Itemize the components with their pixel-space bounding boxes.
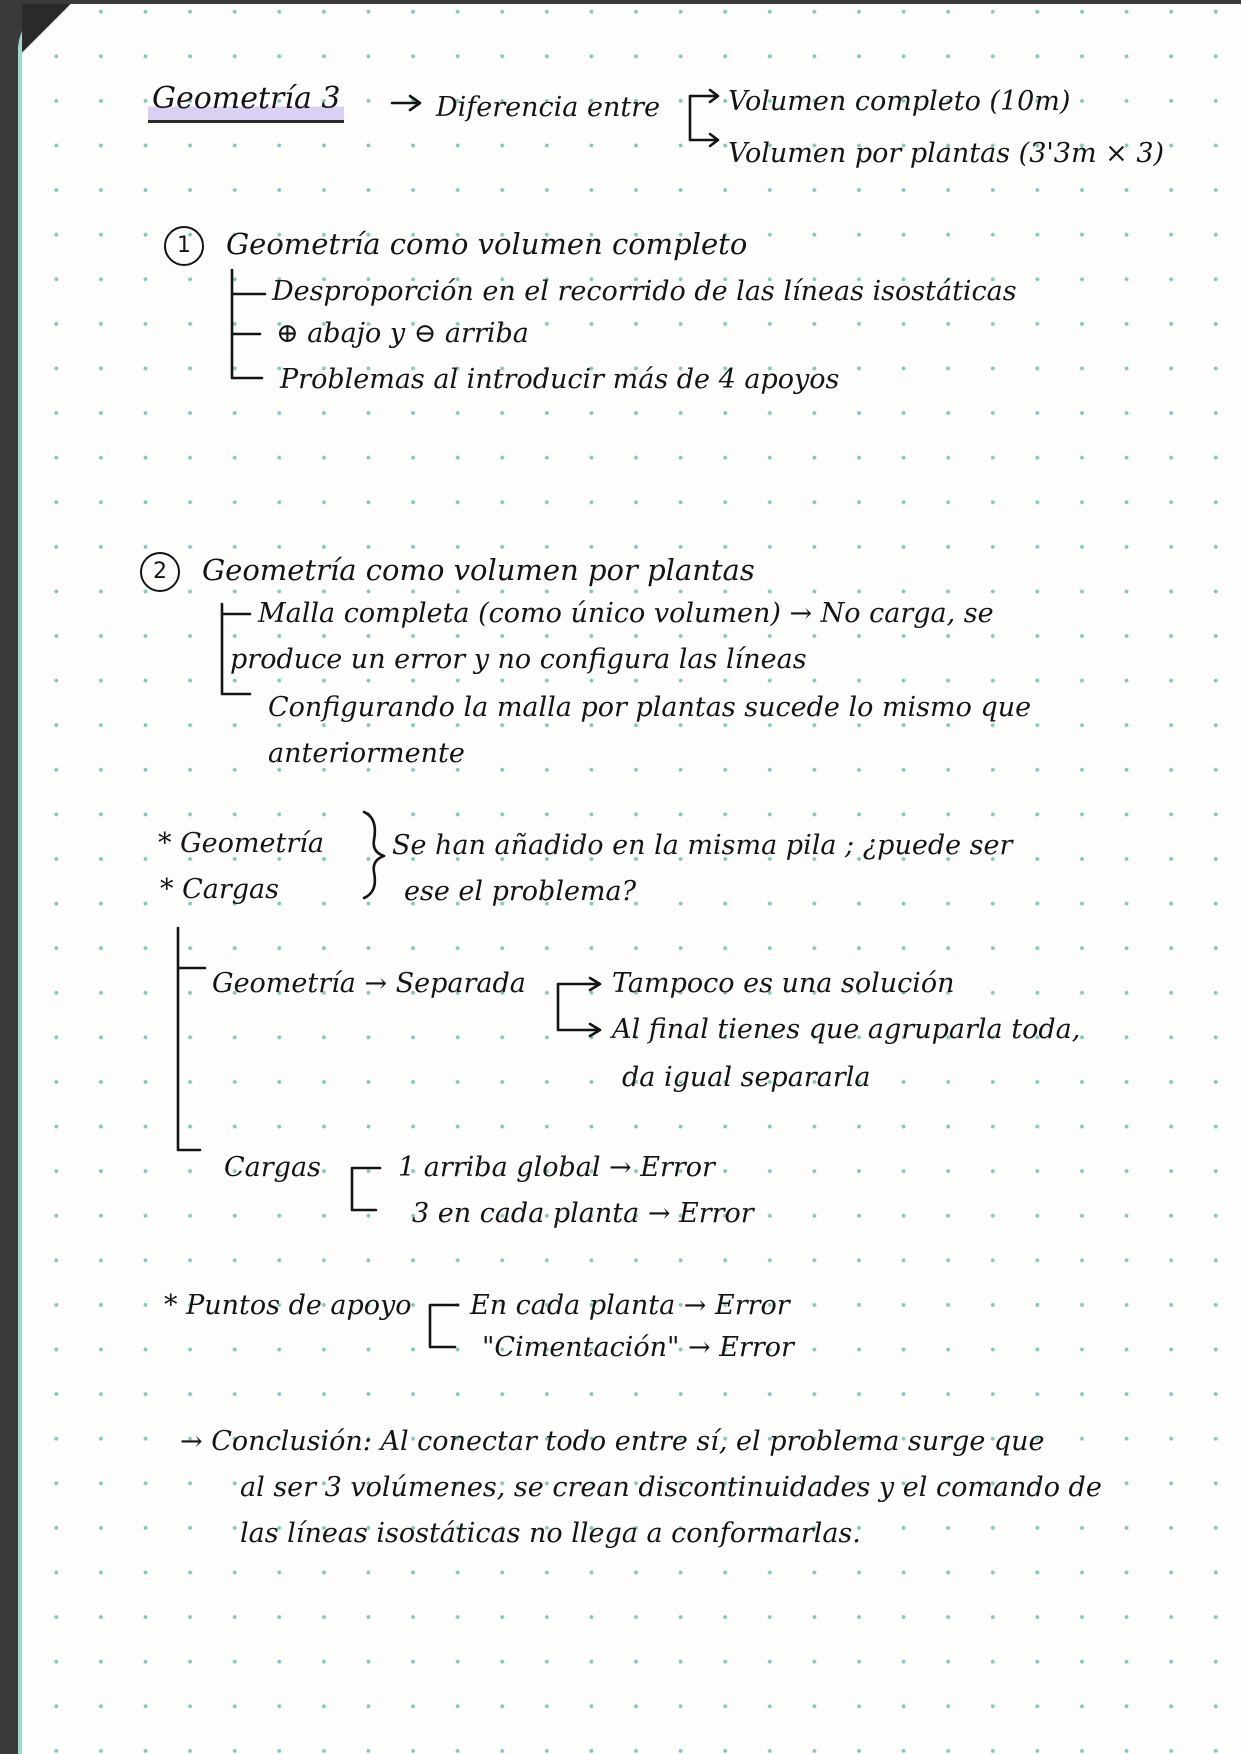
pila-item-geometria: * Geometría (158, 828, 324, 859)
pila-item-cargas: * Cargas (160, 874, 279, 905)
header-branch-1: Volumen completo (10m) (728, 86, 1071, 117)
cargas-result-2: 3 en cada planta → Error (412, 1198, 754, 1229)
header-arrow-text: Diferencia entre (436, 92, 661, 123)
geometria-branch-label: Geometría → Separada (212, 968, 526, 999)
apoyo-result-2: "Cimentación" → Error (482, 1332, 794, 1363)
header-branch-2: Volumen por plantas (3'3m × 3) (728, 138, 1165, 169)
section2-number: 2 (140, 552, 180, 592)
section2-heading: Geometría como volumen por plantas (202, 553, 755, 587)
section1-number: 1 (164, 226, 204, 266)
section2-item-2: produce un error y no configura las líneas (230, 644, 807, 675)
apoyo-label: * Puntos de apoyo (164, 1290, 412, 1321)
conclusion-line-2: al ser 3 volúmenes, se crean discontinuidades y el comando de (240, 1472, 1102, 1503)
pila-text-2: ese el problema? (404, 876, 637, 907)
page-title: Geometría 3 (148, 84, 344, 123)
geometria-result-1: Tampoco es una solución (612, 968, 955, 999)
cargas-result-1: 1 arriba global → Error (398, 1152, 715, 1183)
geometria-result-2: Al final tienes que agruparla toda, (612, 1014, 1081, 1045)
section1-item-3: Problemas al introducir más de 4 apoyos (280, 364, 840, 395)
apoyo-result-1: En cada planta → Error (470, 1290, 790, 1321)
section2-item-4: anteriormente (268, 738, 465, 769)
pila-text-1: Se han añadido en la misma pila ; ¿puede ser (392, 830, 1013, 861)
section2-item-3: Configurando la malla por plantas sucede lo mismo que (268, 692, 1032, 723)
conclusion-line-1: → Conclusión: Al conectar todo entre sí, el problema surge que (180, 1426, 1045, 1457)
conclusion-line-3: las líneas isostáticas no llega a conformarlas. (240, 1518, 861, 1549)
section2-item-1: Malla completa (como único volumen) → No carga, se (258, 598, 994, 629)
section1-item-1: Desproporción en el recorrido de las líneas isostáticas (272, 276, 1017, 307)
geometria-result-3: da igual separarla (622, 1062, 871, 1093)
cargas-branch-label: Cargas (224, 1152, 321, 1183)
section1-heading: Geometría como volumen completo (226, 227, 748, 261)
section1-item-2: ⊕ abajo y ⊖ arriba (276, 318, 529, 349)
page-corner-shadow (22, 4, 82, 64)
